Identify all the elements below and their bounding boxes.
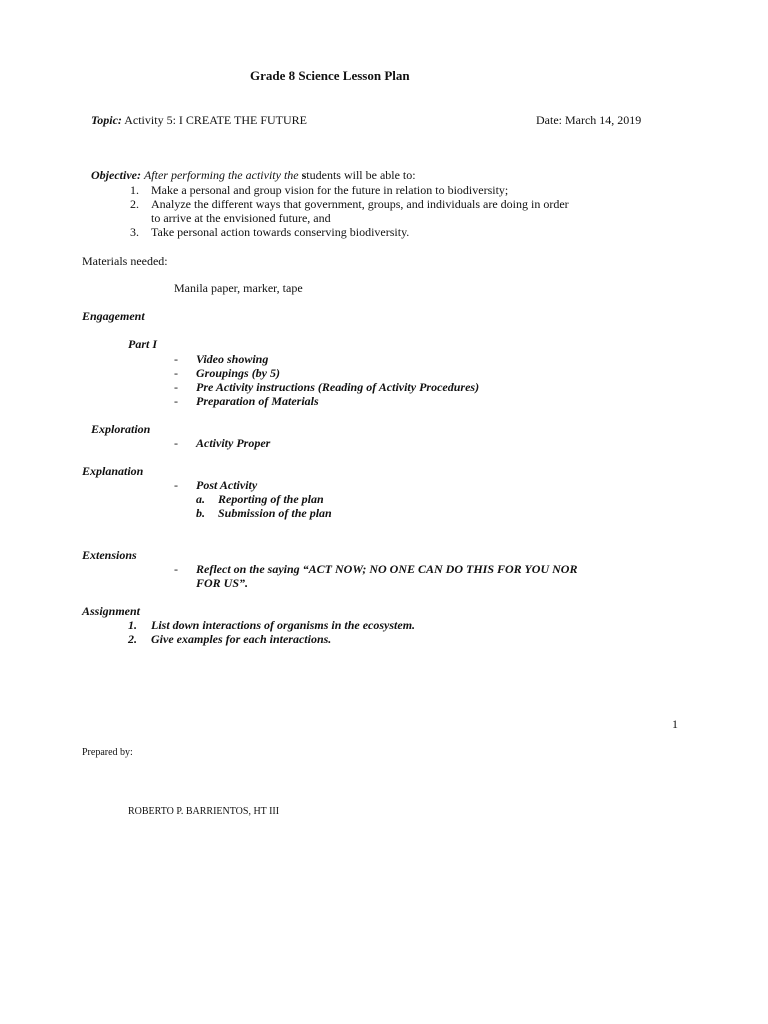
page-number: 1 xyxy=(672,717,678,731)
assignment-number: 1. xyxy=(128,618,137,632)
exploration-heading: Exploration xyxy=(91,422,151,436)
topic-value: Activity 5: I CREATE THE FUTURE xyxy=(124,113,308,127)
objective-item: Analyze the different ways that government, groups, and individuals are doing in order xyxy=(151,197,569,211)
explanation-subitem: Submission of the plan xyxy=(218,506,332,520)
objective-intro-italic: After performing the activity the xyxy=(143,168,299,182)
objective-item-continued: to arrive at the envisioned future, and xyxy=(151,211,331,225)
engagement-item: Preparation of Materials xyxy=(196,394,319,408)
engagement-heading: Engagement xyxy=(82,309,145,323)
prepared-by-label: Prepared by: xyxy=(82,747,133,758)
objective-intro-bold-s: s xyxy=(301,168,307,182)
explanation-item: Post Activity xyxy=(196,478,258,492)
extensions-item-continued: FOR US”. xyxy=(196,576,249,590)
explanation-subitem: Reporting of the plan xyxy=(218,492,324,506)
materials-label: Materials needed: xyxy=(82,254,168,268)
dash-bullet: - xyxy=(174,478,178,492)
page-title: Grade 8 Science Lesson Plan xyxy=(250,68,410,83)
objective-number: 1. xyxy=(130,183,139,197)
dash-bullet: - xyxy=(174,562,178,576)
dash-bullet: - xyxy=(174,380,178,394)
topic-line xyxy=(91,113,307,128)
assignment-item: Give examples for each interactions. xyxy=(151,632,332,646)
dash-bullet: - xyxy=(174,366,178,380)
assignment-number: 2. xyxy=(128,632,137,646)
engagement-item: Pre Activity instructions (Reading of Activity Procedures) xyxy=(196,380,480,394)
assignment-heading: Assignment xyxy=(82,604,141,618)
objective-number: 2. xyxy=(130,197,139,211)
explanation-subitem-letter: b. xyxy=(196,506,205,520)
objective-intro-rest: tudents will be able to: xyxy=(306,168,416,182)
topic-label: Topic: xyxy=(91,113,122,127)
objective-intro xyxy=(91,168,416,183)
objective-number: 3. xyxy=(130,225,139,239)
date: Date: March 14, 2019 xyxy=(536,113,642,127)
extensions-heading: Extensions xyxy=(82,548,137,562)
prepared-by-name: ROBERTO P. BARRIENTOS, HT III xyxy=(128,806,280,817)
explanation-heading: Explanation xyxy=(82,464,144,478)
dash-bullet: - xyxy=(174,436,178,450)
exploration-item: Activity Proper xyxy=(196,436,271,450)
explanation-subitem-letter: a. xyxy=(196,492,205,506)
dash-bullet: - xyxy=(174,352,178,366)
extensions-item: Reflect on the saying “ACT NOW; NO ONE CAN DO THIS FOR YOU NOR xyxy=(196,562,578,576)
dash-bullet: - xyxy=(174,394,178,408)
assignment-item: List down interactions of organisms in the ecosystem. xyxy=(151,618,416,632)
engagement-part-label: Part I xyxy=(128,337,158,351)
objective-label: Objective: xyxy=(91,168,141,182)
objective-item: Make a personal and group vision for the future in relation to biodiversity; xyxy=(151,183,509,197)
objective-item: Take personal action towards conserving biodiversity. xyxy=(151,225,410,239)
engagement-item: Groupings (by 5) xyxy=(196,366,281,380)
materials-value: Manila paper, marker, tape xyxy=(174,281,303,295)
engagement-item: Video showing xyxy=(196,352,269,366)
